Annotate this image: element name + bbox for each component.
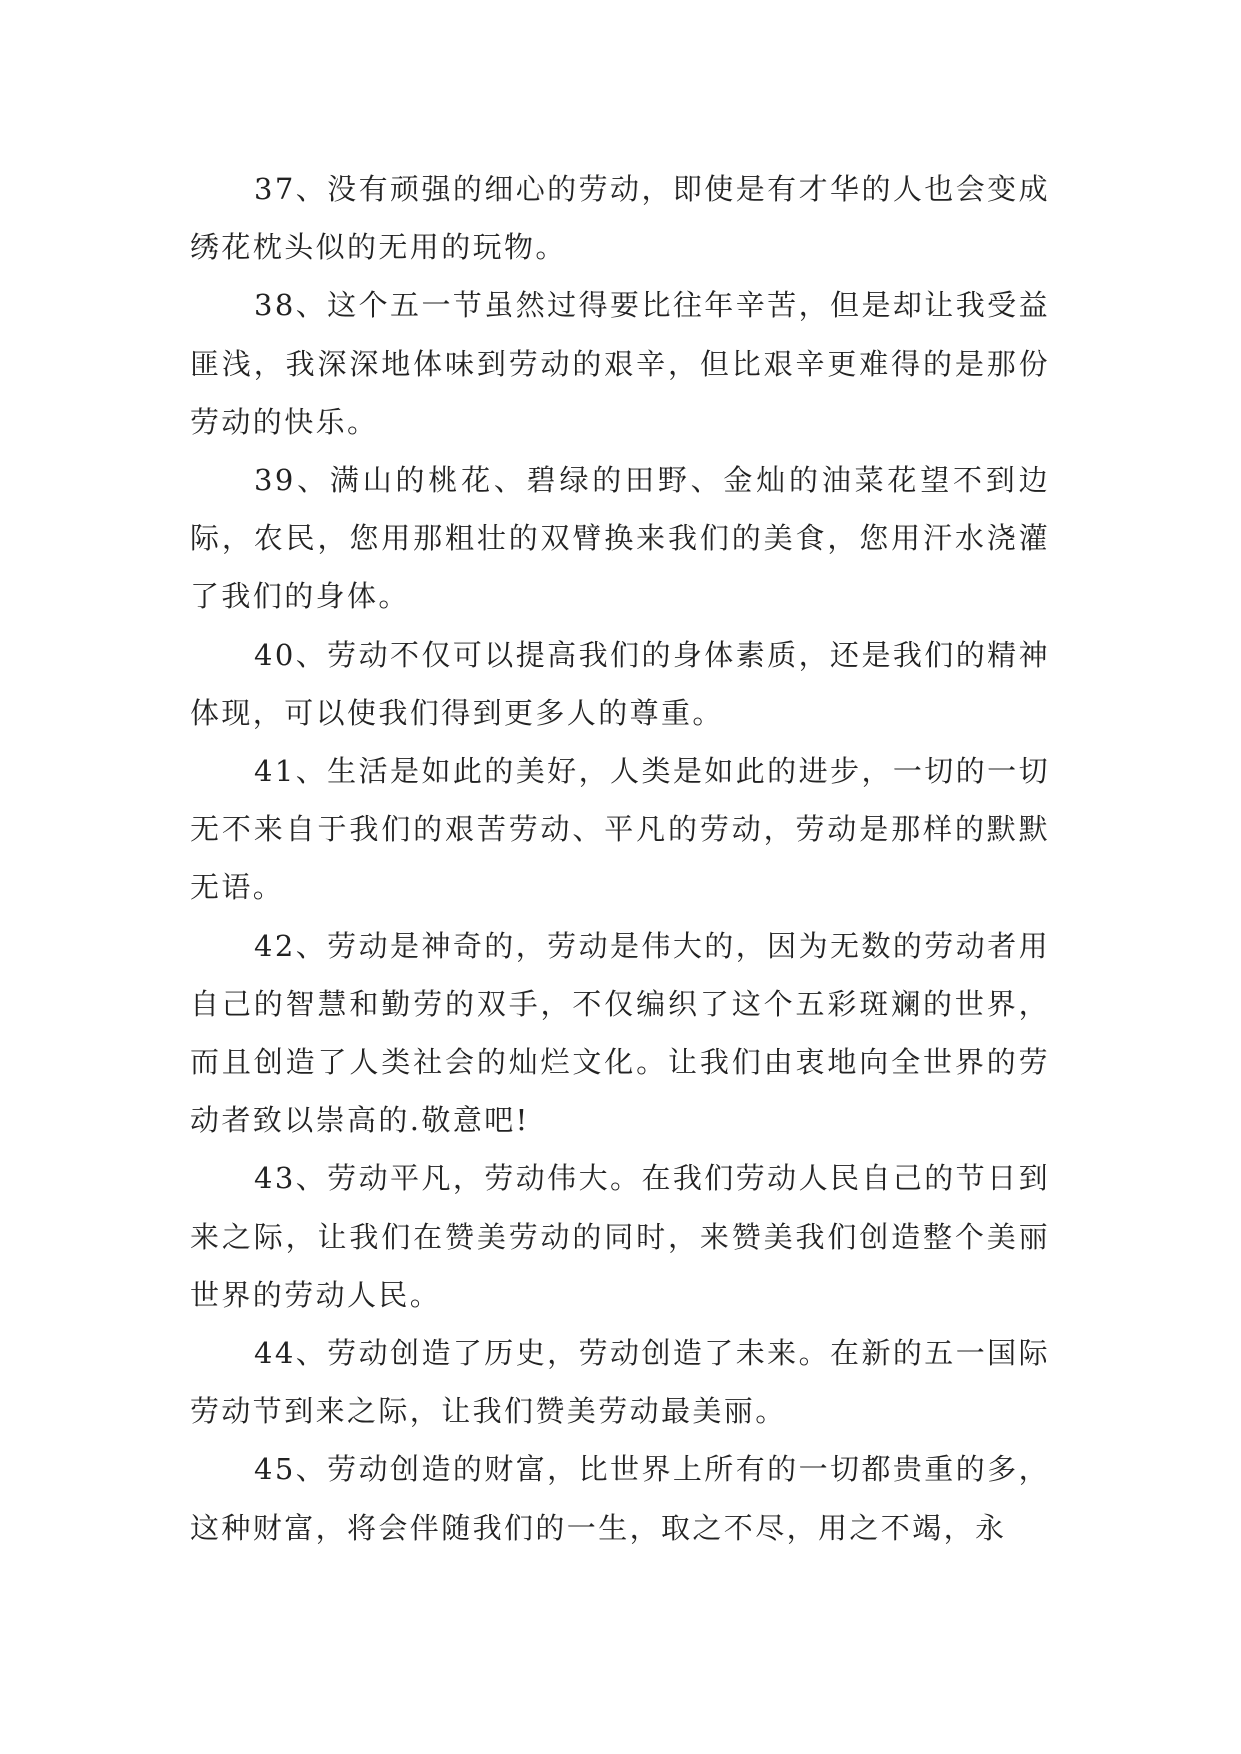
paragraph-42: 42、劳动是神奇的，劳动是伟大的，因为无数的劳动者用自己的智慧和勤劳的双手，不仅编织了这个五彩斑斓的世界，而且创造了人类社会的灿烂文化。让我们由衷地向全世界的劳动者致以崇高的.敬意吧! <box>190 928 1050 1138</box>
paragraph-43: 43、劳动平凡，劳动伟大。在我们劳动人民自己的节日到来之际，让我们在赞美劳动的同时，来赞美我们创造整个美丽世界的劳动人民。 <box>190 1161 1050 1312</box>
paragraph-37: 37、没有顽强的细心的劳动，即使是有才华的人也会变成绣花枕头似的无用的玩物。 <box>190 172 1050 265</box>
paragraph-38: 38、这个五一节虽然过得要比往年辛苦，但是却让我受益匪浅，我深深地体味到劳动的艰辛，但比艰辛更难得的是那份劳动的快乐。 <box>190 288 1050 439</box>
paragraph-39: 39、满山的桃花、碧绿的田野、金灿的油菜花望不到边际，农民，您用那粗壮的双臂换来我们的美食，您用汗水浇灌了我们的身体。 <box>190 463 1050 614</box>
paragraph-40: 40、劳动不仅可以提高我们的身体素质，还是我们的精神体现，可以使我们得到更多人的尊重。 <box>190 637 1050 730</box>
paragraph-41: 41、生活是如此的美好，人类是如此的进步，一切的一切无不来自于我们的艰苦劳动、平凡的劳动，劳动是那样的默默无语。 <box>190 754 1050 905</box>
paragraph-44: 44、劳动创造了历史，劳动创造了未来。在新的五一国际劳动节到来之际，让我们赞美劳动最美丽。 <box>190 1336 1050 1429</box>
paragraph-45: 45、劳动创造的财富，比世界上所有的一切都贵重的多，这种财富，将会伴随我们的一生，取之不尽，用之不竭，永 <box>190 1452 1050 1545</box>
document-body <box>190 160 1050 1557</box>
